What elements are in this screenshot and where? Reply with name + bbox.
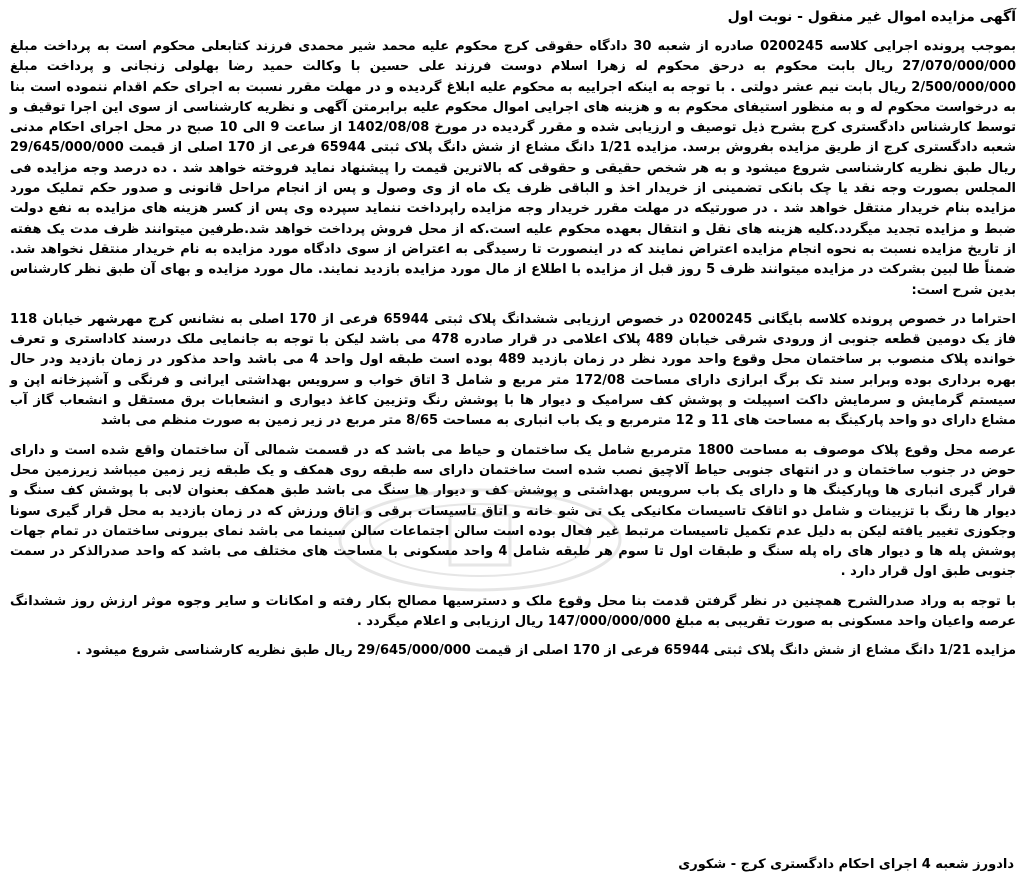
paragraph-enforcement-details: بموجب پرونده اجرایی کلاسه 0200245 صادره از شعبه 30 دادگاه حقوقی کرج محکوم علیه محمد شیر محمدی فرزند کتابعلی محکوم است به پرداخت مبلغ 27/070/000/000 ریال بابت محکوم به درحق محکوم له زهرا اسلام دوست فرزند علی حسین با وکالت حمید رضا بهلولی زنجانی و پرداخت مبلغ 2/500/000/000 ریال بابت نیم عشر دولتی . با توجه به اینکه اجراییه به محکوم علیه ابلاغ گردیده و در مهلت مقرر نسبت به اجرای حکم اقدام ننموده است بنا به درخواست محکوم له و به منظور استیفای محکوم به و هزینه های اجرایی اموال محکوم علیه برابرمتن آگهی و نظریه کارشناسی از سوی این اجرا توقیف و توسط کارشناس دادگستری کرج بشرح ذیل توصیف و ارزیابی شده و مقرر گردیده در مورخ 1402/08/08 از ساعت 9 الی 10 صبح در محل اجرای احکام مدنی شعبه دادگستری کرج از طریق مزایده بفروش برسد. مزایده 1/21 دانگ مشاع از شش دانگ پلاک ثبتی 65944 فرعی از 170 اصلی از قیمت 29/645/000/000 ریال طبق نظریه کارشناسی شروع میشود و به هر شخص حقیقی و حقوقی که بالاترین قیمت را پیشنهاد نماید فروخته خواهد شد . ده درصد وجه مزایده فی المجلس بصورت وجه نقد یا چک بانکی تضمینی از خریدار اخذ و الباقی ظرف یک ماه از وی وصول و پس از انجام مراحل قانونی و صدور حکم تملیک مورد مزایده بنام خریدار منتقل خواهد شد . در صورتیکه در مهلت مقرر خریدار وجه مزایده راپرداخت ننماید سپرده وی پس از کسر هزینه های مزایده به نفع دولت ضبط و مزایده تجدید میگردد.کلیه هزینه های نقل و انتقال بعهده محکوم علیه است.که از محل فروش پرداخت خواهد شد.طرفین میتوانند ظرف مدت یک هفته از تاریخ مزایده نسبت به نحوه انجام مزایده اعتراض نمایند که در اینصورت تا رسیدگی به اعتراض از سوی دادگاه مورد مزایده به نام خریدار منتقل نخواهد شد. ضمناً طا لبین بشرکت در مزایده میتوانند ظرف 5 روز قبل از مزایده با اطلاع از مال مورد مزایده بازدید نمایند. مال مورد مزایده و بهای آن طبق نظر کارشناس بدین شرح است:	[10, 39, 1016, 298]
notice-title: آگهی مزایده اموال غیر منقول - نوبت اول	[727, 9, 1016, 25]
paragraph-auction-start: مزایده 1/21 دانگ مشاع از شش دانگ پلاک ثبتی 65944 فرعی از 170 اصلی از قیمت 29/645/000/000 ریال طبق نظریه کارشناسی شروع میشود .	[76, 643, 1016, 659]
paragraph-building-description: عرصه محل وقوع پلاک موصوف به مساحت 1800 مترمربع شامل یک ساختمان و حیاط می باشد که در قسمت شمالی آن ساختمان واقع شده است و دارای حوض در جنوب ساختمان و در انتهای جنوبی حیاط آلاچیق نصب شده است ساختمان دارای سه طبقه روی همکف و یک طبقه زیر زمین میباشد زیرزمین محل قرار گیری انباری ها وپارکینگ ها و دارای یک باب سرویس بهداشتی و پوشش کف و دیوار ها سنگ می باشد طبق همکف بعنوان لابی با پوشش کف سنگ و دیوار ها رنگ با تزیینات و شامل دو اتاقک تاسیسات مکانیکی یک تی شو خانه و اتاق تاسیسات برقی و اتاق ورزش که در زمان بازدید به محل قرار گیری سونا وجکوزی تغییر یافته لیکن به دلیل عدم تکمیل تاسیسات مرتبط غیر فعال بوده است سالن اجتماعات سالن سینما می باشد نمای بیرونی ساختمان در تمام جهات پوشش پله ها و دیوار های راه پله سنگ و طبقات اول تا سوم هر طبقه شامل 4 واحد مسکونی با مساحت های مختلف می باشد که واحد صدرالذکر در سمت جنوبی طبق اول قرار دارد .	[10, 442, 1017, 580]
footer-signature: دادورز شعبه 4 اجرای احکام دادگستری کرج - شکوری	[678, 857, 1014, 872]
paragraph-valuation: با توجه به وراد صدرالشرح همچنین در نظر گرفتن قدمت بنا محل وقوع ملک و دسترسیها مصالح بکار رفته و امکانات و سایر وجوه موثر ارزش روز ششدانگ عرصه واعیان واحد مسکونی به صورت تقریبی به مبلغ 147/000/000/000 ریال ارزیابی و اعلام میگردد .	[10, 593, 1016, 630]
paragraph-property-appraisal: احتراما در خصوص پرونده کلاسه بایگانی 0200245 در خصوص ارزیابی ششدانگ پلاک ثبتی 65944 فرعی از 170 اصلی به نشانس کرج مهرشهر خیابان 118 فاز یک دومین قطعه جنوبی از ورودی شرقی خیابان 489 پلاک اعلامی در قرار صادره 478 می باشد لیکن با توجه به جانمایی ملک درسند کاداستری و تعرف خوانده پلاک منصوب بر ساختمان محل وقوع واحد مورد نظر در زمان بازدید 489 بوده است طبقه اول واحد 4 می باشد واحد مذکور در زمان بازدید ودر حال بهره برداری بوده وبرابر سند تک برگ ابرازی دارای مساحت 172/08 متر مربع و شامل 3 اتاق خواب و سرویس بهداشتی ایرانی و فرنگی و آشپزخانه اپن و سیستم گرمایش و سرمایش داکت اسپیلت و پوشش کف سرامیک و دیوار ها با پوشش رنگ وتزیین کاغذ دیواری و انشعابات برق مستقل و انشعاب گاز آب مشاع دارای دو واحد پارکینگ به مساحت های 11 و 12 مترمربع و یک باب انباری به مساحت 8/65 متر مربع در زیر زمین به صورت منظم می باشد	[10, 311, 1017, 429]
